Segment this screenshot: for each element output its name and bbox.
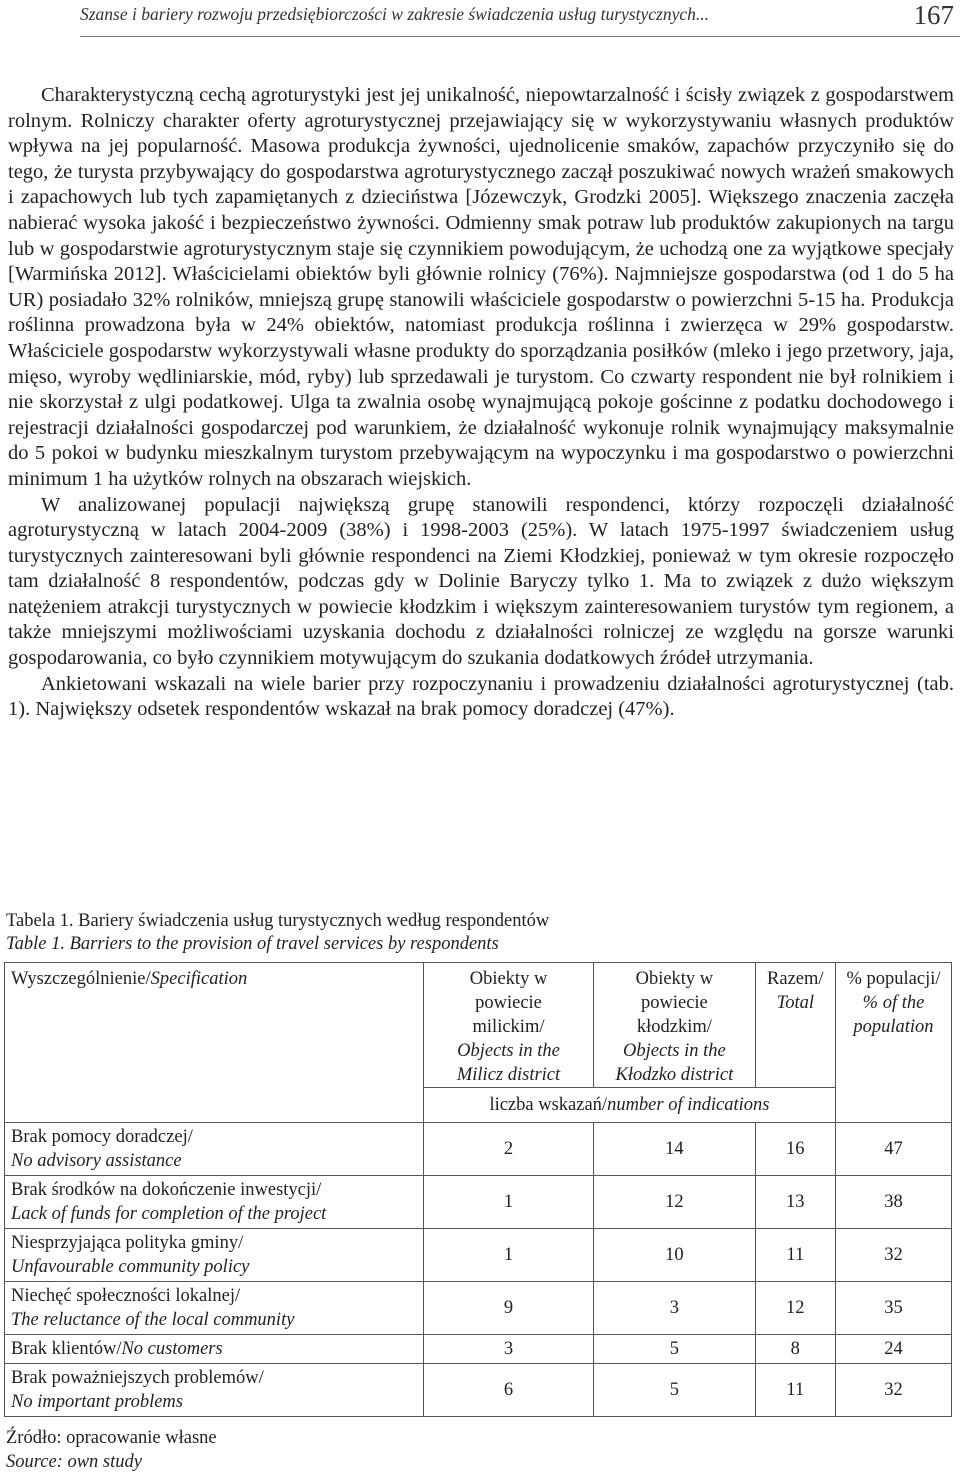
cell-klodzko: 12 bbox=[594, 1176, 756, 1229]
cell-percent: 38 bbox=[835, 1176, 951, 1229]
cell-milicz: 2 bbox=[423, 1123, 593, 1176]
row-label: Brak klientów/No customers bbox=[5, 1335, 424, 1364]
cell-percent: 24 bbox=[835, 1335, 951, 1364]
header-milicz: Obiekty w powiecie milickim/ Objects in the Milicz district bbox=[423, 963, 593, 1088]
table-row bbox=[5, 1335, 952, 1364]
table-source bbox=[6, 1426, 217, 1474]
cell-percent: 32 bbox=[835, 1229, 951, 1282]
page-number: 167 bbox=[913, 0, 954, 30]
cell-klodzko: 14 bbox=[594, 1123, 756, 1176]
paragraph: Ankietowani wskazali na wiele barier przy rozpoczynaniu i prowadzeniu działalności agroturystycznej (tab. 1). Największy odsetek respondentów wskazał na brak pomocy doradczej (47%). bbox=[8, 672, 954, 721]
running-header bbox=[80, 0, 960, 40]
cell-milicz: 1 bbox=[423, 1229, 593, 1282]
paragraph: W analizowanej populacji największą grupę stanowili respondenci, którzy rozpoczęli działalność agroturystyczną w latach 2004-2009 (38%) i 1998-2003 (25%). W latach 1975-1997 świadczeniem usług turystycznych zainteresowani byli głównie respondenci na Ziemi Kłodzkiej, ponieważ w tym okresie rozpoczęło tam działalność 8 respondentów, podczas gdy w Dolinie Baryczy tylko 1. Ma to związek z dużo większym natężeniem atrakcji turystycznych w powiecie kłodzkim i większym zainteresowaniem turystów tym regionem, a także mniejszymi możliwościami uzyskania dochodu z działalności rolniczej ze względu na gorsze warunki gospodarowania, co było czynnikiem motywującym do szukania dodatkowych źródeł utrzymania. bbox=[8, 493, 954, 670]
barriers-table bbox=[4, 962, 952, 1417]
cell-percent: 47 bbox=[835, 1123, 951, 1176]
cell-total: 12 bbox=[755, 1282, 835, 1335]
cell-klodzko: 5 bbox=[594, 1364, 756, 1417]
header-klodzko: Obiekty w powiecie kłodzkim/ Objects in the Kłodzko district bbox=[594, 963, 756, 1088]
header-rule bbox=[80, 36, 960, 37]
table-caption-pl: Tabela 1. Bariery świadczenia usług turystycznych według respondentów bbox=[6, 911, 550, 931]
cell-klodzko: 5 bbox=[594, 1335, 756, 1364]
cell-milicz: 3 bbox=[423, 1335, 593, 1364]
cell-total: 16 bbox=[755, 1123, 835, 1176]
table-row bbox=[5, 1364, 952, 1417]
body-text bbox=[8, 83, 954, 723]
row-label: Brak środków na dokończenie inwestycji/ Lack of funds for completion of the project bbox=[5, 1176, 424, 1229]
row-label: Niesprzyjająca polityka gminy/ Unfavourable community policy bbox=[5, 1229, 424, 1282]
header-percent: % populacji/ % of the population bbox=[835, 963, 951, 1123]
table-row bbox=[5, 1176, 952, 1229]
cell-percent: 35 bbox=[835, 1282, 951, 1335]
table-caption-en: Table 1. Barriers to the provision of travel services by respondents bbox=[6, 934, 499, 954]
table-row bbox=[5, 1229, 952, 1282]
header-specification: Wyszczególnienie/Specification bbox=[5, 963, 424, 1123]
paragraph: Charakterystyczną cechą agroturystyki jest jej unikalność, niepowtarzalność i ścisły związek z gospodarstwem rolnym. Rolniczy charakter oferty agroturystycznej przejawiający się w wykorzystywaniu własnych produktów wpływa na jej popularność. Masowa produkcja żywności, ujednolicenie smaków, zapachów przyczyniło się do tego, że turysta przybywający do gospodarstwa agroturystycznego zaczął poszukiwać nowych wrażeń smakowych i zapachowych lub tych zapamiętanych z dzieciństwa [Józewczyk, Grodzki 2005]. Większego znaczenia zaczęła nabierać wysoka jakość i bezpieczeństwo żywności. Odmienny smak potraw lub produktów zakupionych na targu lub w gospodarstwie agroturystycznym staje się czynnikiem powodującym, że uchodzą one za wyjątkowe specjały [Warmińska 2012]. Właścicielami obiektów byli głównie rolnicy (76%). Najmniejsze gospodarstwa (od 1 do 5 ha UR) posiadało 32% rolników, mniejszą grupę stanowili właściciele gospodarstw o powierzchni 5-15 ha. Produkcja roślinna prowadzona była w 24% obiektów, natomiast produkcja roślinna i zwierzęca w 29% gospodarstw. Właściciele gospodarstw wykorzystywali własne produkty do sporządzania posiłków (mleko i jego przetwory, jaja, mięso, wyroby wędliniarskie, mód, ryby) lub sprzedawali je turystom. Co czwarty respondent nie był rolnikiem i nie skorzystał z ulgi podatkowej. Ulga ta zwalnia osobę wynajmującą pokoje gościnne z podatku dochodowego i rejestracji działalności gospodarczej pod warunkiem, że działalność wykonuje rolnik wynajmujący maksymalnie do 5 pokoi w budynku mieszkalnym turystom przebywającym na wypoczynku i ma gospodarstwo o powierzchni minimum 1 ha użytków rolnych na obszarach wiejskich. bbox=[8, 84, 954, 490]
source-en: Source: own study bbox=[6, 1452, 142, 1472]
cell-percent: 32 bbox=[835, 1364, 951, 1417]
row-label: Niechęć społeczności lokalnej/ The reluctance of the local community bbox=[5, 1282, 424, 1335]
header-total: Razem/ Total bbox=[755, 963, 835, 1088]
cell-milicz: 6 bbox=[423, 1364, 593, 1417]
row-label: Brak pomocy doradczej/ No advisory assistance bbox=[5, 1123, 424, 1176]
cell-total: 11 bbox=[755, 1364, 835, 1417]
cell-klodzko: 10 bbox=[594, 1229, 756, 1282]
cell-total: 13 bbox=[755, 1176, 835, 1229]
source-pl: Źródło: opracowanie własne bbox=[6, 1428, 217, 1448]
table-header-row bbox=[5, 963, 952, 1088]
cell-milicz: 9 bbox=[423, 1282, 593, 1335]
table-caption bbox=[6, 910, 549, 956]
header-indications: liczba wskazań/number of indications bbox=[423, 1088, 835, 1123]
cell-total: 11 bbox=[755, 1229, 835, 1282]
table-row bbox=[5, 1282, 952, 1335]
table-row bbox=[5, 1123, 952, 1176]
cell-total: 8 bbox=[755, 1335, 835, 1364]
row-label: Brak poważniejszych problemów/ No important problems bbox=[5, 1364, 424, 1417]
cell-milicz: 1 bbox=[423, 1176, 593, 1229]
cell-klodzko: 3 bbox=[594, 1282, 756, 1335]
running-title: Szanse i bariery rozwoju przedsiębiorczości w zakresie świadczenia usług turystycznych... bbox=[80, 4, 709, 24]
